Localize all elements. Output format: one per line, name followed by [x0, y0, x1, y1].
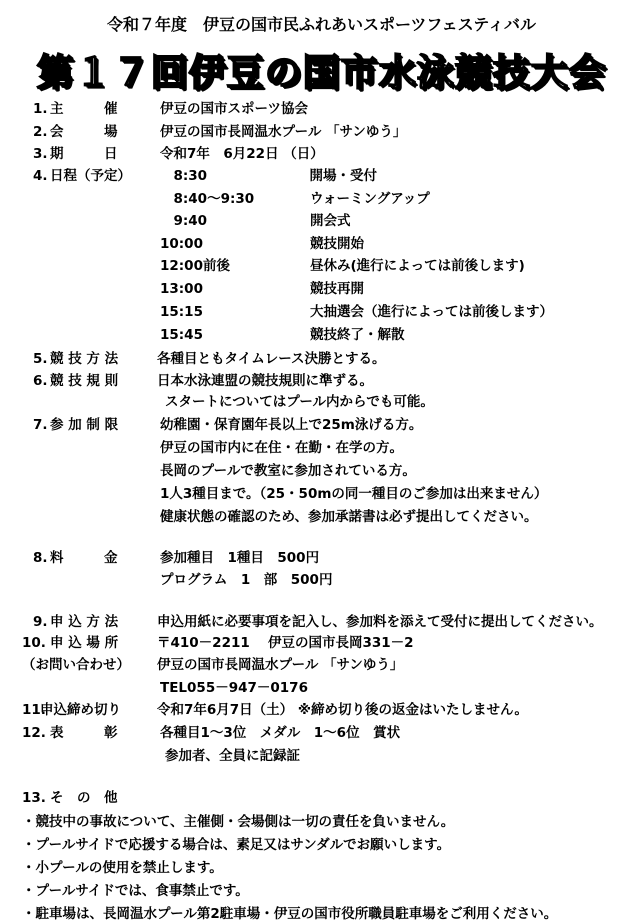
apply-place-line: 伊豆の国市長岡温水プール 「サンゆう」 [157, 657, 404, 673]
item-label: 申 込 場 所 [50, 635, 119, 651]
item-label: 主 催 [50, 101, 118, 117]
item-number: 10. [22, 635, 46, 651]
inquiry-label: （お問い合わせ） [22, 657, 130, 673]
rules-line: 日本水泳連盟の競技規則に準ずる。 [157, 373, 373, 389]
schedule-event: 競技再開 [310, 281, 364, 297]
item-number: 12. [22, 725, 46, 741]
method-value: 各種目ともタイムレース決勝とする。 [157, 351, 386, 367]
schedule-time: 9:40 [160, 213, 208, 229]
apply-place-line: TEL055－947－0176 [160, 680, 308, 696]
item-label: 申込締め切り [40, 702, 121, 718]
award-line: 参加者、全員に記録証 [165, 748, 300, 764]
schedule-event: 開場・受付 [296, 168, 377, 184]
item-label: 参 加 制 限 [50, 417, 119, 433]
eligibility-line: 幼稚園・保育園年長以上で25m泳げる方。 [160, 417, 423, 433]
schedule-time: 15:45 [160, 327, 203, 343]
date-value: 令和7年 6月22日 （日） [160, 146, 324, 162]
schedule-time: 8:40～9:30 [160, 191, 255, 207]
item-number: 5. [33, 351, 48, 367]
item-label: 料 金 [50, 550, 118, 566]
item-number: 1. [33, 101, 48, 117]
eligibility-line: 1人3種目まで。（25・50mの同一種目のご参加は出来ません） [160, 486, 548, 502]
organizer-value: 伊豆の国市スポーツ協会 [160, 101, 308, 117]
item-label: 競 技 規 則 [50, 373, 119, 389]
item-label: そ の 他 [50, 790, 118, 806]
schedule-time: 15:15 [160, 304, 203, 320]
rules-line: スタートについてはプール内からでも可能。 [165, 394, 434, 410]
page-title: 第１７回伊豆の国市水泳競技大会 [36, 51, 607, 94]
item-label: 期 日 [50, 146, 118, 162]
item-number: 11. [22, 702, 46, 718]
note-item: ・駐車場は、長岡温水プール第2駐車場・伊豆の国市役所職員駐車場をご利用ください。 [22, 906, 558, 922]
eligibility-line: 健康状態の確認のため、参加承諾書は必ず提出してください。 [160, 509, 538, 525]
schedule-time: 12:00前後 [160, 258, 230, 274]
schedule-event: 競技終了・解散 [310, 327, 405, 343]
venue-value: 伊豆の国市長岡温水プール 「サンゆう」 [160, 124, 407, 140]
eligibility-line: 長岡のプールで教室に参加されている方。 [160, 463, 416, 479]
item-number: 3. [33, 146, 48, 162]
schedule-time: 13:00 [160, 281, 203, 297]
item-label: 表 彰 [50, 725, 118, 741]
fee-line: プログラム 1 部 500円 [160, 572, 333, 588]
note-item: ・競技中の事故について、主催側・会場側は一切の責任を負いません。 [22, 814, 455, 830]
schedule-event: ウォーミングアップ [310, 191, 430, 207]
item-label: 申 込 方 法 [50, 614, 119, 630]
schedule-event: 開会式 [310, 213, 351, 229]
item-number: 4. [33, 168, 48, 184]
note-item: ・プールサイドで応援する場合は、素足又はサンダルでお願いします。 [22, 837, 451, 853]
schedule-event: 大抽選会（進行によっては前後します） [310, 304, 553, 320]
schedule-time: 8:30 [160, 168, 208, 184]
event-header: 令和７年度 伊豆の国市民ふれあいスポーツフェスティバル [107, 15, 536, 34]
apply-method-value: 申込用紙に必要事項を記入し、参加料を添えて受付に提出してください。 [157, 614, 603, 630]
item-number: 13. [22, 790, 46, 806]
item-number: 8. [33, 550, 48, 566]
apply-place-line: 〒410－2211 伊豆の国市長岡331－2 [157, 635, 414, 651]
item-number: 2. [33, 124, 48, 140]
eligibility-line: 伊豆の国市内に在住・在勤・在学の方。 [160, 440, 403, 456]
fee-line: 参加種目 1種目 500円 [160, 550, 320, 566]
schedule-time: 10:00 [160, 236, 203, 252]
item-label: 競 技 方 法 [50, 351, 119, 367]
item-number: 6. [33, 373, 48, 389]
item-number: 9. [33, 614, 48, 630]
note-item: ・小プールの使用を禁止します。 [22, 860, 223, 876]
award-line: 各種目1～3位 メダル 1～6位 賞状 [160, 725, 401, 741]
item-label: 会 場 [50, 124, 118, 140]
note-item: ・プールサイドでは、食事禁止です。 [22, 883, 249, 899]
schedule-event: 競技開始 [310, 236, 364, 252]
deadline-value: 令和7年6月7日（土） ※締め切り後の返金はいたしません。 [157, 702, 528, 718]
item-number: 7. [33, 417, 48, 433]
item-label: 日程（予定） [50, 168, 131, 184]
schedule-event: 昼休み(進行によっては前後します) [310, 258, 525, 274]
